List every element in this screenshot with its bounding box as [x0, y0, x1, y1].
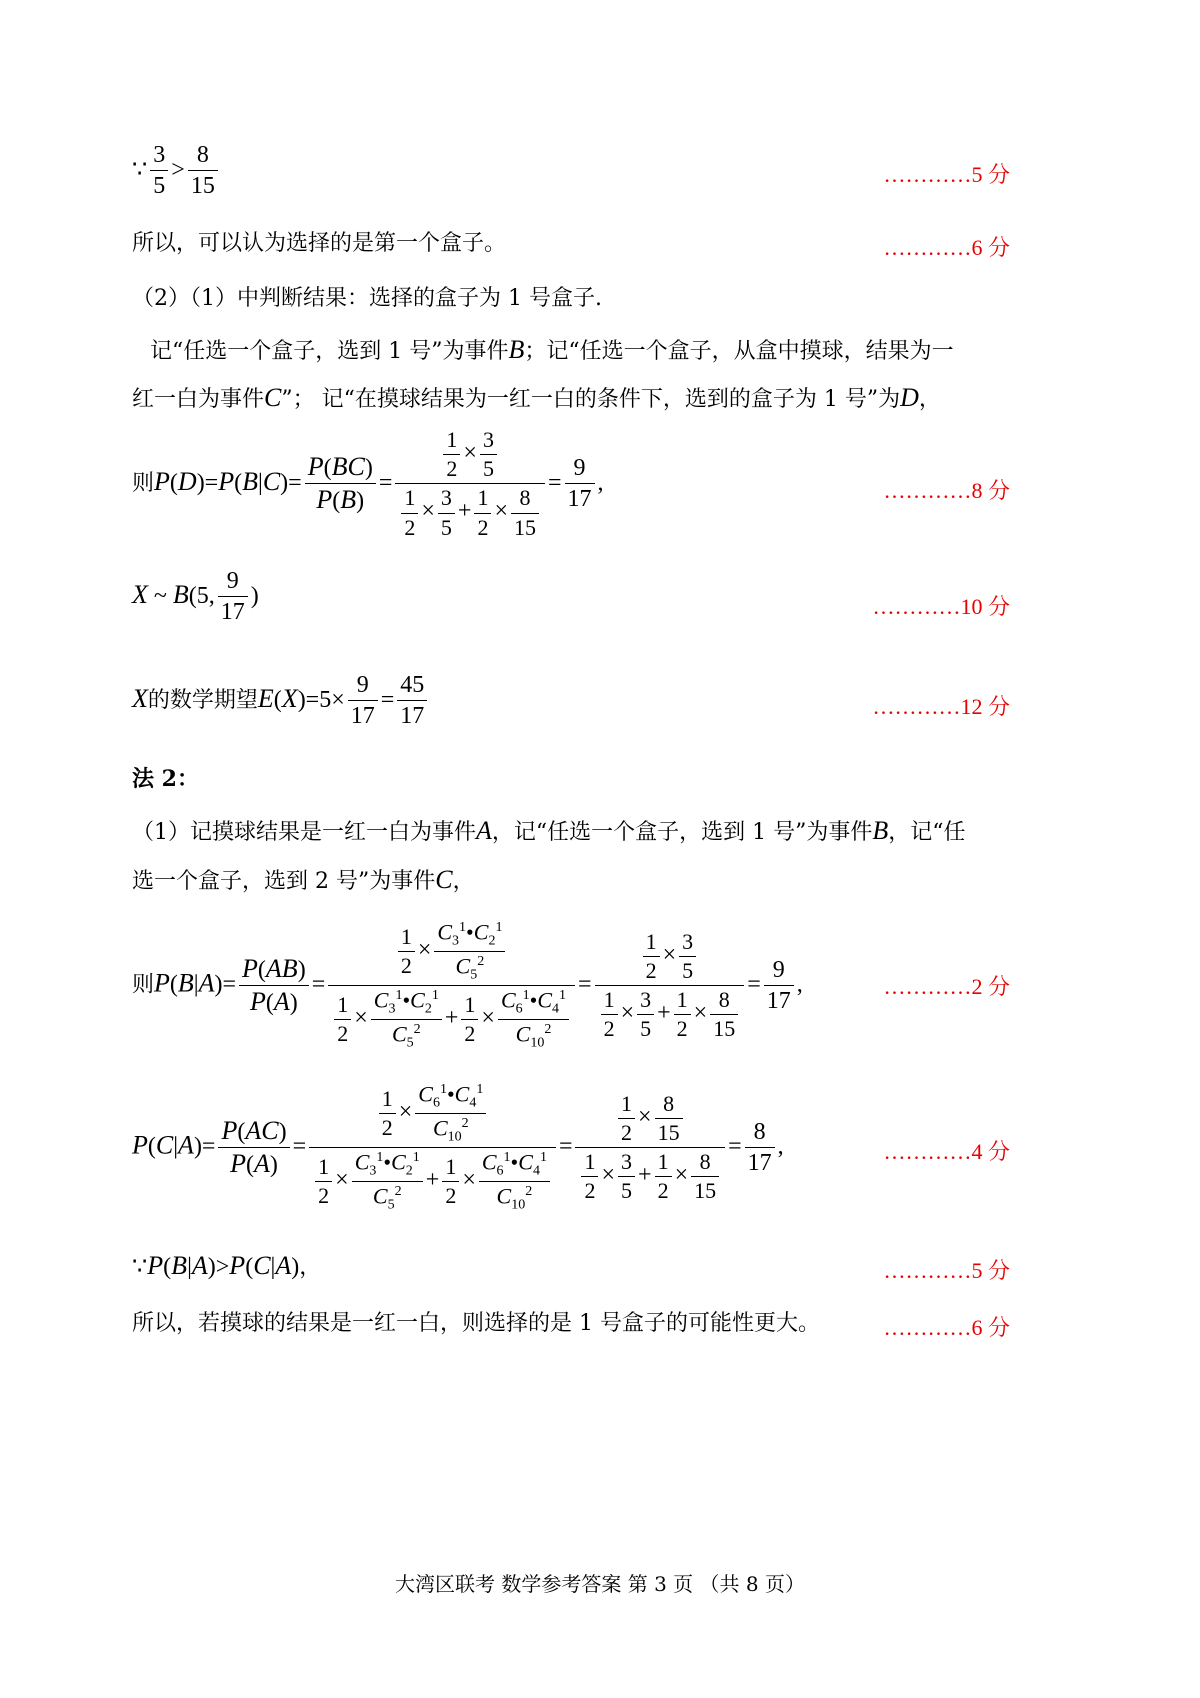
- score-8: …………8 分: [883, 478, 1010, 503]
- record-line-1: 记“任选一个盒子，选到 1 号”为事件B；记“任选一个盒子，从盒中摸球，结果为一: [150, 335, 954, 364]
- compare-line: ∵P(B|A)>P(C|A)，: [132, 1251, 322, 1280]
- formula-pd: 则P(D)=P(B|C)= $\frac{P(BC)}{P(B)}$ = $\frac{1}{2}$ × $\frac{3}{5}$ $\frac{1}{2}$ × $\frac{3}{5}$ + $\frac{1}{2}$ × $\frac{8}{15}$ = $\frac{9}{17}$ ,: [132, 427, 604, 540]
- conclusion-line: 所以，可以认为选择的是第一个盒子。: [132, 231, 507, 256]
- formula-pca: P(C|A)= $\frac{P(AC)}{P(A)}$ = $\frac{1}{2}$ × $\frac{C_6^1•C_4^1}{C_{10}^2}$ $\frac{1}{2}$ × $\frac{C_3^1•C_2^1}{C_5^2}$ + $\frac{1}{2}$ × $\frac{C_6^1•C_4^1}{C_{10}^2}$ = $\frac{1}{2}$ × $\frac{8}{15}$ $\frac{1}{2}$ × $\frac{3}{5}$ + $\frac{1}{2}$ × $\frac{8}{15}$ = $\frac{8}{17}$ ,: [132, 1081, 784, 1214]
- score-5: …………5 分: [883, 162, 1010, 187]
- part2-heading: （2）（1）中判断结果：选择的盒子为 1 号盒子.: [132, 286, 602, 311]
- binomial-line: X ~ B(5, $\frac{9}{17}$ ): [132, 568, 259, 626]
- conclusion2-line: 所以，若摸球的结果是一红一白，则选择的是 1 号盒子的可能性更大。: [132, 1311, 820, 1336]
- score-4: …………4 分: [883, 1139, 1010, 1164]
- score-10: …………10 分: [872, 594, 1010, 619]
- score-12: …………12 分: [872, 694, 1010, 719]
- score-2: …………2 分: [883, 974, 1010, 999]
- record-line-2: 红一白为事件C”； 记“在摸球结果为一红一白的条件下，选到的盒子为 1 号”为D，: [132, 383, 941, 412]
- m2-line-2: 选一个盒子，选到 2 号”为事件C，: [132, 865, 475, 894]
- score-5b: …………5 分: [883, 1258, 1010, 1283]
- m2-line-1: （1）记摸球结果是一红一白为事件A，记“任选一个盒子，选到 1 号”为事件B，记“任: [132, 816, 966, 845]
- score-6: …………6 分: [883, 235, 1010, 260]
- expectation-line: X的数学期望E(X)=5× $\frac{9}{17}$ = $\frac{45}{17}$: [132, 672, 1010, 730]
- score-6b: …………6 分: [883, 1315, 1010, 1340]
- page-footer: 大湾区联考 数学参考答案 第 3 页 （共 8 页）: [395, 1572, 805, 1596]
- method2-heading: 法 2：: [132, 766, 199, 792]
- formula-pba: 则P(B|A)= $\frac{P(AB)}{P(A)}$ = $\frac{1}{2}$ × $\frac{C_3^1•C_2^1}{C_5^2}$ $\frac{1}{2}$ × $\frac{C_3^1•C_2^1}{C_5^2}$ + $\frac{1}{2}$ × $\frac{C_6^1•C_4^1}{C_{10}^2}$ = $\frac{1}{2}$ × $\frac{3}{5}$ $\frac{1}{2}$ × $\frac{3}{5}$ + $\frac{1}{2}$ × $\frac{8}{15}$ = $\frac{9}{17}$ ,: [132, 919, 803, 1052]
- inequality-line: ∵ $\frac{3}{5}$ > $\frac{8}{15}$: [132, 142, 1010, 200]
